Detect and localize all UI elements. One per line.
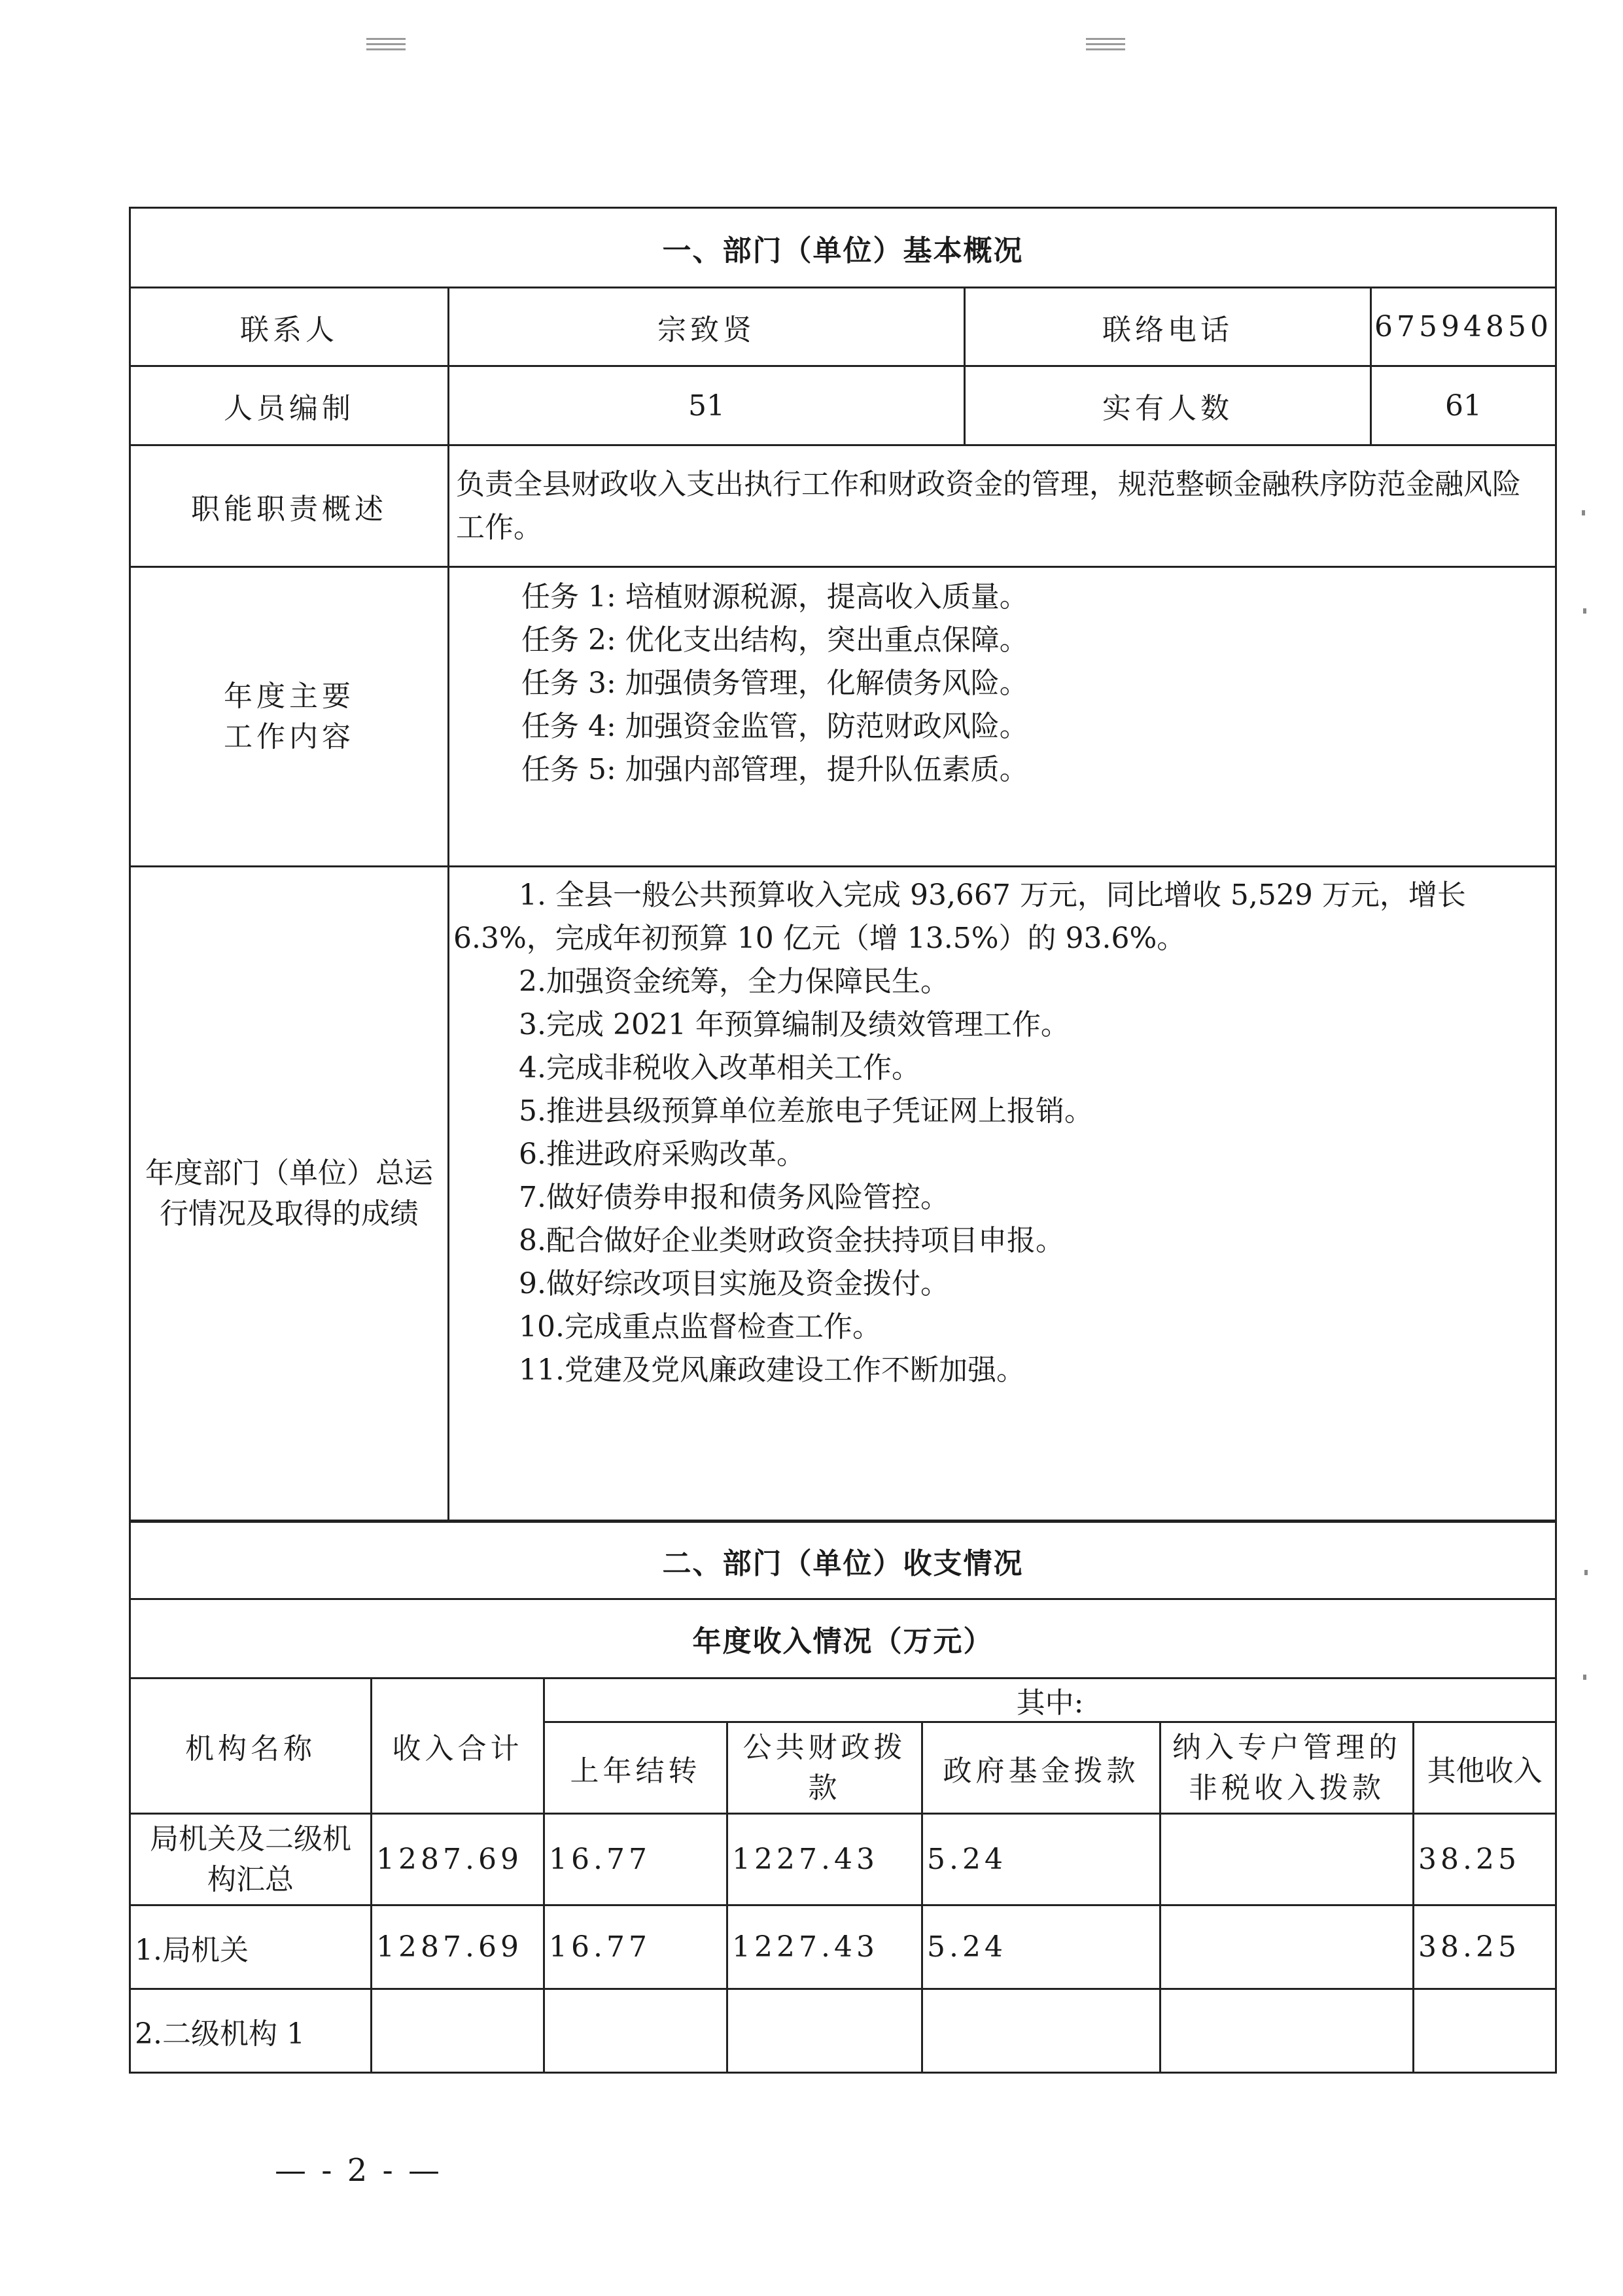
achievement-item: 8.配合做好企业类财政资金扶持项目申报。: [519, 1224, 1064, 1257]
scan-mark: [366, 38, 406, 54]
row-prev: 16.77: [544, 1905, 727, 1989]
row-name-line1: 局机关及二级机: [150, 1822, 351, 1856]
col-among: 其中:: [544, 1679, 1556, 1722]
contact-label: 联系人: [130, 288, 449, 366]
income-table: [129, 1521, 1557, 2074]
achieve-label-line1: 年度部门（单位）总运: [145, 1156, 433, 1190]
col-prev: 上年结转: [544, 1722, 727, 1814]
col-nontax: [1161, 1722, 1414, 1814]
achieve-label-line2: 行情况及取得的成绩: [160, 1196, 419, 1230]
col-nontax-line2: 非税收入拨款: [1189, 1771, 1385, 1805]
achieve-label: [130, 867, 449, 1521]
col-other: 其他收入: [1414, 1722, 1556, 1814]
row-nontax: [1161, 1905, 1414, 1989]
staff-label: 人员编制: [130, 366, 449, 445]
page-number: — - 2 - —: [275, 2152, 443, 2189]
row-org-name: 2.二级机构 1: [130, 1989, 372, 2073]
col-public-line1: 公共财政拨: [742, 1730, 907, 1764]
task-item: 任务 4: 加强资金监管，防范财政风险。: [521, 710, 1028, 743]
row-nontax: [1161, 1989, 1414, 2073]
basic-info-table: [129, 207, 1557, 1522]
row-org-name: [130, 1814, 372, 1905]
duty-text: 负责全县财政收入支出执行工作和财政资金的管理，规范整顿金融秩序防范金融风险工作。: [449, 445, 1556, 567]
col-nontax-line1: 纳入专户管理的: [1172, 1730, 1401, 1764]
task-item: 任务 5: 加强内部管理，提升队伍素质。: [521, 753, 1028, 786]
phone-label: 联络电话: [965, 288, 1371, 366]
row-fund: 5.24: [922, 1905, 1161, 1989]
table-row: [130, 1814, 1556, 1905]
table-row: [130, 1989, 1556, 2073]
tasks-list: [449, 567, 1556, 867]
achievement-item: 4.完成非税收入改革相关工作。: [519, 1051, 920, 1085]
achievement-item: 6.推进政府采购改革。: [519, 1138, 805, 1171]
tasks-label-line1: 年度主要: [224, 679, 355, 713]
duty-label: 职能职责概述: [130, 445, 449, 567]
task-item: 任务 1: 培植财源税源，提高收入质量。: [521, 580, 1028, 614]
income-subtitle: 年度收入情况（万元）: [130, 1599, 1556, 1679]
achievement-item: 9.做好综改项目实施及资金拨付。: [519, 1267, 949, 1300]
section2-title: 二、部门（单位）收支情况: [130, 1522, 1556, 1599]
achievement-item: 3.完成 2021 年预算编制及绩效管理工作。: [519, 1008, 1070, 1041]
tasks-label: [130, 567, 449, 867]
col-org: 机构名称: [130, 1679, 372, 1814]
task-item: 任务 2: 优化支出结构，突出重点保障。: [521, 623, 1028, 657]
actual-label: 实有人数: [965, 366, 1371, 445]
row-public: 1227.43: [727, 1814, 922, 1905]
staff-value: 51: [449, 366, 965, 445]
row-public: [727, 1989, 922, 2073]
row-prev: 16.77: [544, 1814, 727, 1905]
achievements-list: [449, 867, 1556, 1521]
contact-value: 宗致贤: [449, 288, 965, 366]
achievement-item: 5.推进县级预算单位差旅电子凭证网上报销。: [519, 1094, 1093, 1128]
scan-speck: [1584, 1570, 1588, 1575]
table-row: [130, 1905, 1556, 1989]
scan-speck: [1583, 608, 1586, 614]
scan-speck: [1582, 510, 1585, 515]
phone-value: 67594850: [1371, 288, 1556, 366]
scan-speck: [1583, 1675, 1586, 1680]
achievement-item: 1. 全县一般公共预算收入完成 93,667 万元，同比增收 5,529 万元，增长 6.3%，完成年初预算 10 亿元（增 13.5%）的 93.6%。: [453, 878, 1466, 955]
task-item: 任务 3: 加强债务管理，化解债务风险。: [521, 667, 1028, 700]
achievement-item: 10.完成重点监督检查工作。: [519, 1310, 881, 1344]
row-other: [1414, 1989, 1556, 2073]
col-public: [727, 1722, 922, 1814]
actual-value: 61: [1371, 366, 1556, 445]
scan-mark: [1086, 38, 1125, 54]
tasks-label-line2: 工作内容: [224, 720, 355, 754]
row-total: 1287.69: [372, 1905, 544, 1989]
row-total: 1287.69: [372, 1814, 544, 1905]
row-prev: [544, 1989, 727, 2073]
row-other: 38.25: [1414, 1814, 1556, 1905]
achievement-item: 11.党建及党风廉政建设工作不断加强。: [519, 1353, 1025, 1387]
achievement-item: 2.加强资金统筹，全力保障民生。: [519, 965, 949, 998]
row-other: 38.25: [1414, 1905, 1556, 1989]
col-public-line2: 款: [808, 1771, 841, 1805]
row-fund: 5.24: [922, 1814, 1161, 1905]
col-total: 收入合计: [372, 1679, 544, 1814]
row-total: [372, 1989, 544, 2073]
col-fund: 政府基金拨款: [922, 1722, 1161, 1814]
row-fund: [922, 1989, 1161, 2073]
row-name-line2: 构汇总: [207, 1862, 294, 1896]
row-nontax: [1161, 1814, 1414, 1905]
row-public: 1227.43: [727, 1905, 922, 1989]
row-org-name: 1.局机关: [130, 1905, 372, 1989]
achievement-item: 7.做好债券申报和债务风险管控。: [519, 1181, 949, 1214]
section1-title: 一、部门（单位）基本概况: [130, 208, 1556, 288]
